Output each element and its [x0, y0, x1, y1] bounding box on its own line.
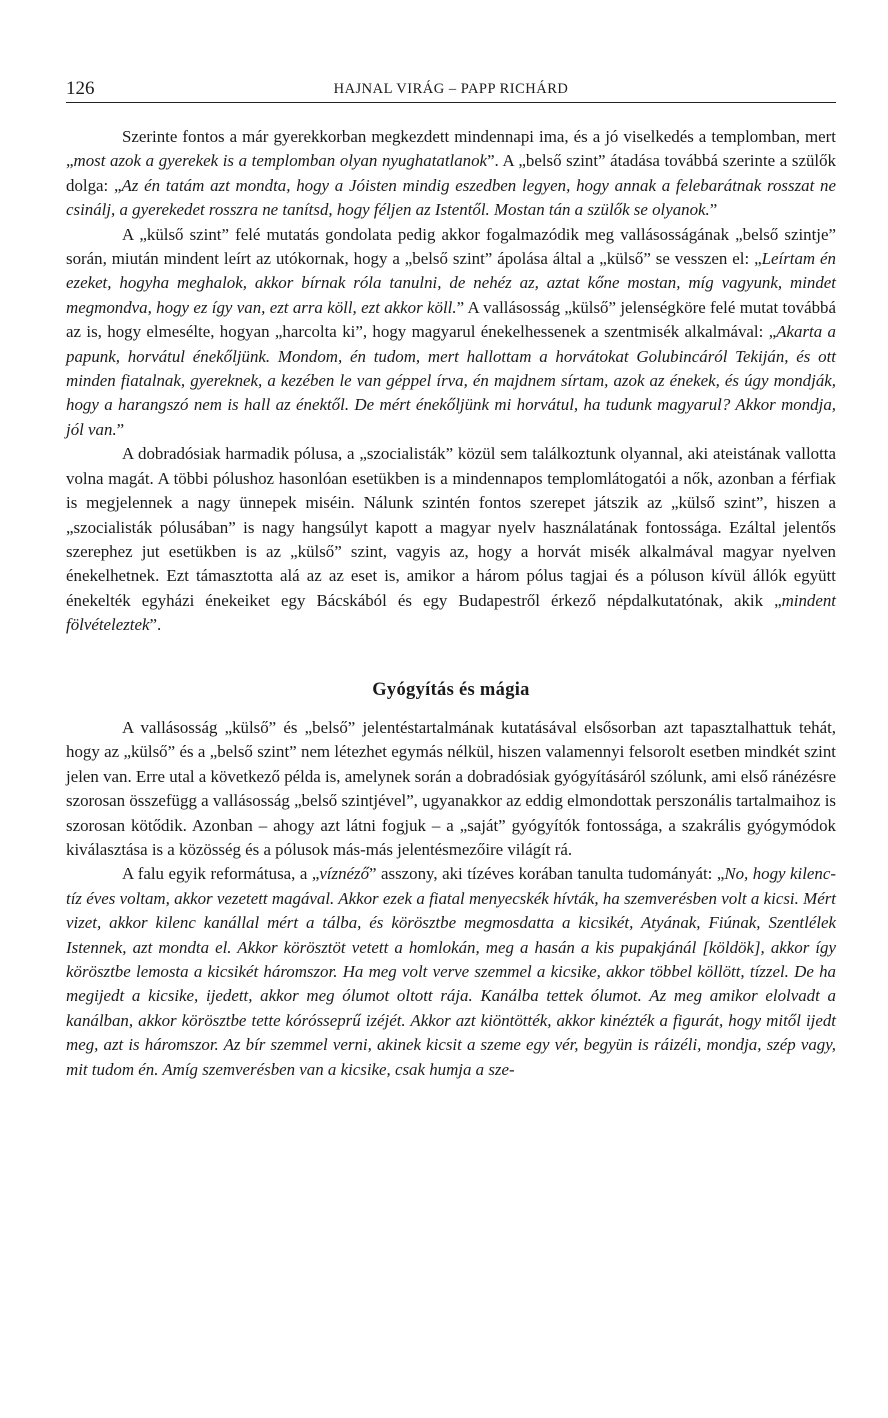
text-run: A vallásosság „külső” és „belső” jelentéstartalmának kutatásával elsősorban azt tapasztalhattuk tehát, hogy az „külső” és a „belső szint” nem létezhet egymás nélkül, hiszen valamennyi felsorolt esetben mindkét szint jelen van. Erre utal a következő példa is, amelynek során a dobradósiak gyógyításáról szólunk, ami első ránézésre szorosan összefügg a vallásosság „belső szintjével”, ugyanakkor az eddig elmondottak perszonális tartalmaihoz is szorosan kötődik. Azonban – ahogy azt látni fogjuk – a „saját” gyógyítók fontossága, a szakrális gyógymódok kiválasztása is a közösség és a pólusok más-más jelentésmezőire világít rá. [66, 717, 836, 859]
text-run: ” A vallásosság „külső” jelenségköre felé mutat továbbá az is, hogy elmesélte, hogyan „harcolta ki”, hogy magyarul énekelhessenek a szentmisék alkalmával: „ [66, 297, 836, 342]
quotation-run: Az én tatám azt mondta, hogy a Jóisten mindig eszedben legyen, hogy annak a felebarátnak rosszat ne csinálj, a gyerekedet rosszra ne tanítsd, hogy féljen az Istentől. Mostan tán a szülők se olyanok. [66, 175, 836, 220]
paragraph-4 [66, 716, 836, 862]
section-heading: Gyógyítás és mágia [372, 679, 530, 700]
body-text [66, 125, 836, 1082]
text-run: Szerinte fontos a már gyerekkorban megkezdett mindennapi ima, és a jó viselkedés a templomban, mert „ [66, 127, 836, 171]
text-run: ”. [149, 615, 162, 635]
running-title: HAJNAL VIRÁG – PAPP RICHÁRD [333, 81, 569, 97]
quotation-run: No, hogy kilenc-tíz éves voltam, akkor vezetett magával. Akkor ezek a fiatal menyecskék hívták, ha szemverésben volt a kicsi. Mért vizet, akkor kilenc kanállal mért a tálba, és körösztbe megmosdatta a kicsikét, Atyának, Fiúnak, Szentlélek Istennek, azt mondta el. Akkor körösztöt vetett a homlokán, meg a hasán a kis pupakjánál [köldök], akkor így körösztbe lemosta a kicsikét háromszor. Ha meg volt verve szemmel a kicsike, akkor többel köllött, tízzel. De ha megijedt a kicsike, ijedett, akkor meg ólumot oltott rája. Kanálba tettek ólumot. Az meg amikor elolvadt a kanálban, akkor körösztbe tette kórósseprű izéjét. Akkor azt kiöntötték, akkor kinézték a figurát, hogy mitől ijedt meg, azt is háromszor. Az bír szemmel verni, akinek kicsit a szeme egy vér, begyün is ráizéli, mondja, szép vagy, mit tudom én. Amíg szemverésben van a kicsike, csak humja a sze- [66, 864, 836, 1079]
text-run: ” [709, 200, 718, 220]
quotation-run: Akarta a papunk, horvátul énekőljünk. Mondom, én tudom, mert hallottam a horvátokat Golubincáról Tekiján, és ott minden fiatalnak, gyereknek, a kezében le van géppel írva, én majdnem sírtam, azok az énekek, és úgy mondják, hogy a harangszó nem is hall az énektől. De mért énekőljünk mi horvátul, ha tudunk magyarul? Akkor mondja, jól van. [66, 322, 837, 439]
text-run: ” asszony, aki tízéves korában tanulta tudományát: „ [369, 864, 725, 884]
quotation-run: víznéző [319, 864, 370, 884]
text-run: A „külső szint” felé mutatás gondolata pedig akkor fogalmazódik meg vallásosságának „belső szintje” során, miután mindent leírt az utókornak, hogy a „belső szint” ápolása által a „külső” se vesszen el: „ [66, 224, 836, 269]
quotation-run: mindent fölvételeztek [66, 590, 836, 635]
paragraph-2 [66, 223, 836, 443]
paragraph-1 [66, 125, 836, 223]
text-run: ”. A „belső szint” átadása továbbá szerinte a szülők dolga: „ [66, 151, 836, 195]
text-run: ” [116, 419, 125, 439]
paragraph-3 [66, 442, 836, 637]
paragraph-5 [66, 862, 836, 1082]
quotation-run: most azok a gyerekek is a templomban olyan nyughatatlanok [73, 151, 488, 171]
text-run: A falu egyik reformátusa, a „ [122, 864, 320, 884]
quotation-run: Leírtam én ezeket, hogyha meghalok, akkor bírnak róla tanulni, de nehéz az, aztat kőne mostan, míg vagyunk, mindet megmondva, hogy ez így van, ezt arra köll, ezt akkor köll. [66, 249, 836, 317]
running-header [66, 72, 836, 103]
text-run: A dobradósiak harmadik pólusa, a „szocialisták” közül sem találkoztunk olyannal, aki ateistának vallotta volna magát. A többi pólushoz hasonlóan esetükben is a mindennapos templomlátogatói a nők, azonban a férfiak is megjelennek a nagy ünnepek miséin. Nálunk szintén fontos szerepet játszik az „külső szint”, hiszen a „szocialisták pólusában” is nagy hangsúlyt kapott a magyar nyelv használatának fontossága. Ezáltal jelentős szerephez jut esetükben is az „külső” szint, vagyis az, hogy a horvát misék alkalmával magyar nyelven énekelhetnek. Ezt támasztotta alá az az eset is, amikor a három pólus tagjai és a póluson kívül állók együtt énekelték egyházi énekeiket egy Bácskából és egy Budapestről érkező népdalkutatónak, akik „ [66, 444, 836, 610]
page-number: 126 [66, 78, 95, 99]
book-page [66, 72, 836, 1082]
